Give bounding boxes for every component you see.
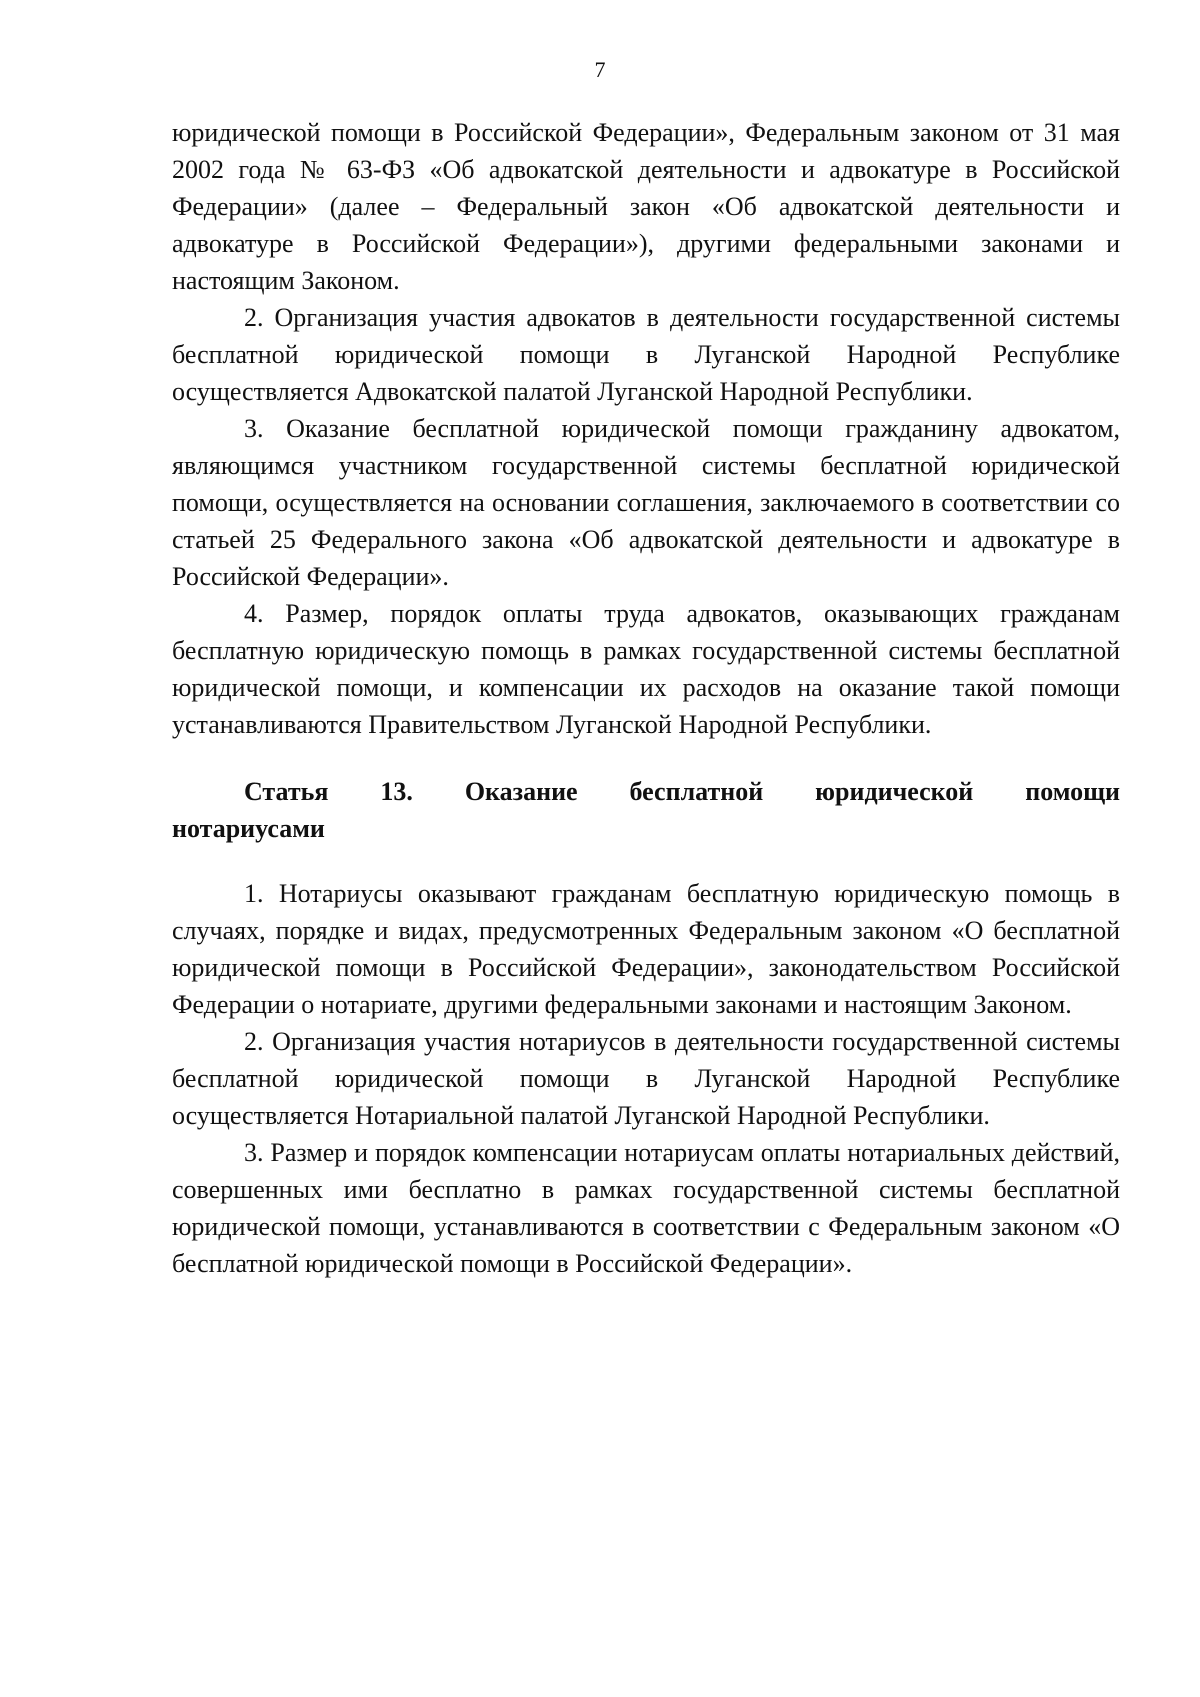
paragraph-item-3-notaries-compensation: 3. Размер и порядок компенсации нотариусам оплаты нотариальных действий, совершенных ими бесплатно в рамках государственной системы бесплатной юридической помощи, устанавливаются в соответствии с Федеральным законом «О бесплатной юридической помощи в Российской Федерации». (172, 1138, 1120, 1278)
paragraph-item-1-notaries: 1. Нотариусы оказывают гражданам бесплатную юридическую помощь в случаях, порядке и видах, предусмотренных Федеральным законом «О бесплатной юридической помощи в Российской Федерации», законодательством Российской Федерации о нотариате, другими федеральными законами и настоящим Законом. (172, 879, 1120, 1019)
article-heading-line-1: Статья 13. Оказание бесплатной юридической помощи (244, 777, 1120, 806)
paragraph-item-4-advocates-payment: 4. Размер, порядок оплаты труда адвокатов, оказывающих гражданам бесплатную юридическую помощь в рамках государственной системы бесплатной юридической помощи, и компенсации их расходов на оказание такой помощи устанавливаются Правительством Луганской Народной Республики. (172, 599, 1120, 739)
paragraph-continuation: юридической помощи в Российской Федерации», Федеральным законом от 31 мая 2002 года № 63-ФЗ «Об адвокатской деятельности и адвокатуре в Российской Федерации» (далее – Федеральный закон «Об адвокатской деятельности и адвокатуре в Российской Федерации»), другими федеральными законами и настоящим Законом. (172, 118, 1120, 295)
page-number: 7 (594, 57, 606, 82)
document-body (172, 114, 1120, 1282)
paragraph-item-2-advocates-organization: 2. Организация участия адвокатов в деятельности государственной системы бесплатной юридической помощи в Луганской Народной Республике осуществляется Адвокатской палатой Луганской Народной Республики. (172, 303, 1120, 406)
article-13-heading (172, 773, 1120, 847)
article-heading-line-2: нотариусами (172, 814, 325, 843)
paragraph-item-2-notaries-organization: 2. Организация участия нотариусов в деятельности государственной системы бесплатной юридической помощи в Луганской Народной Республике осуществляется Нотариальной палатой Луганской Народной Республики. (172, 1027, 1120, 1130)
paragraph-item-3-advocates-agreement: 3. Оказание бесплатной юридической помощи гражданину адвокатом, являющимся участником государственной системы бесплатной юридической помощи, осуществляется на основании соглашения, заключаемого в соответствии со статьей 25 Федерального закона «Об адвокатской деятельности и адвокатуре в Российской Федерации». (172, 414, 1120, 591)
